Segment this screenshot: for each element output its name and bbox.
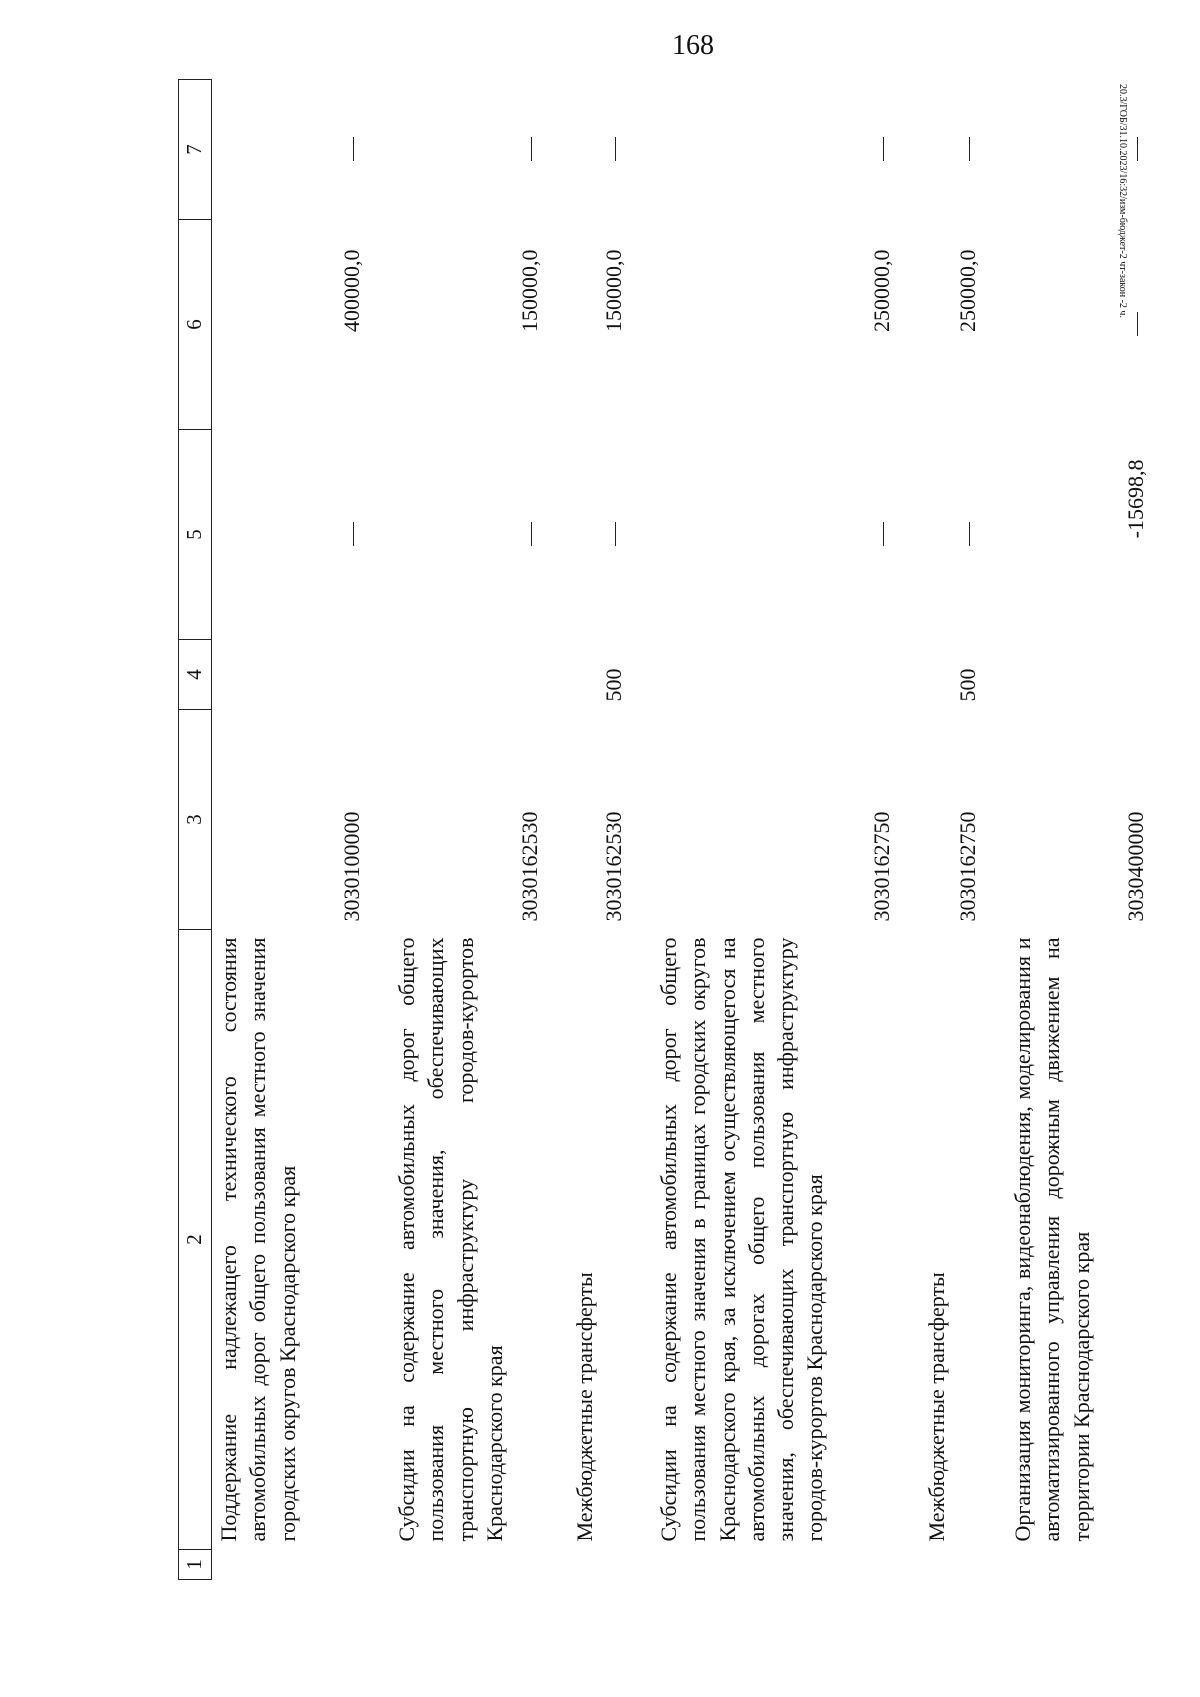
row-description: Межбюджетные трансферты <box>924 1272 949 1542</box>
dash-mark <box>353 523 355 547</box>
row-type: 500 <box>954 668 980 702</box>
row-type <box>212 640 391 710</box>
dash-mark <box>615 523 617 547</box>
dash-mark <box>531 138 533 162</box>
row-col7 <box>212 80 391 220</box>
row-type <box>390 640 568 710</box>
column-header-6: 6 <box>179 220 212 430</box>
row-col7 <box>390 80 568 220</box>
row-col5 <box>568 430 652 640</box>
row-col6: 250000,0 <box>954 249 980 332</box>
column-header-3: 3 <box>179 710 212 930</box>
row-description: Субсидии на содержание автомобильных дорог общего пользования местного значения, обеспечивающих транспортную инфраструктуру городов-курортов Краснодарского края <box>394 937 507 1542</box>
column-header-5: 5 <box>179 430 212 640</box>
row-col7 <box>652 80 920 220</box>
dash-mark <box>883 523 885 547</box>
row-code: 3030162530 <box>600 811 626 922</box>
table-row <box>568 80 652 1580</box>
row-type <box>652 640 920 710</box>
row-code: 3030400000 <box>1122 811 1148 922</box>
row-number <box>390 1550 568 1580</box>
dash-mark <box>969 523 971 547</box>
row-number <box>652 1550 920 1580</box>
row-col7 <box>920 80 1006 220</box>
dash-mark <box>531 523 533 547</box>
column-header-4: 4 <box>179 640 212 710</box>
row-col6: 150000,0 <box>516 249 542 332</box>
budget-table <box>178 79 1174 1580</box>
row-number <box>212 1550 391 1580</box>
row-col7 <box>1006 80 1174 220</box>
row-col5 <box>920 430 1006 640</box>
row-code: 3030162750 <box>868 811 894 922</box>
dash-mark <box>969 138 971 162</box>
footer-code-text: 20.3/ГОБ/31.10.2023/16:32/изм-бюджет-2 чт-закон -2 ч. <box>1117 84 1128 318</box>
row-type <box>1006 640 1174 710</box>
table-header <box>179 80 212 1580</box>
row-number <box>1006 1550 1174 1580</box>
table-row <box>652 80 920 1580</box>
row-col5 <box>652 430 920 640</box>
dash-mark <box>615 138 617 162</box>
row-col6: 400000,0 <box>338 249 364 332</box>
table-row <box>920 80 1006 1580</box>
dash-mark <box>353 138 355 162</box>
row-number <box>920 1550 1006 1580</box>
row-code: 3030100000 <box>338 811 364 922</box>
table-row <box>212 80 391 1580</box>
row-col6: 250000,0 <box>868 249 894 332</box>
row-code: 3030162750 <box>954 811 980 922</box>
row-type: 500 <box>600 668 626 702</box>
row-description: Организация мониторинга, видеонаблюдения, моделирования и автоматизированного управления дорожным движением на территории Краснодарского края <box>1010 937 1094 1542</box>
row-col5: -15698,8 <box>1122 459 1148 539</box>
table-row <box>390 80 568 1580</box>
column-header-2: 2 <box>179 930 212 1550</box>
column-header-7: 7 <box>179 80 212 220</box>
row-description: Субсидии на содержание автомобильных дорог общего пользования местного значения в границах городских округов Краснодарского края, за исключением осуществляющегося на автомобильных дорогах общего пользования местного значения, обеспечивающих транспортную инфраструктуру городов-курортов Краснодарского края <box>656 937 828 1542</box>
dash-mark <box>1137 138 1139 162</box>
row-description: Межбюджетные трансферты <box>572 1272 597 1542</box>
row-col6: 150000,0 <box>600 249 626 332</box>
row-code: 3030162530 <box>516 811 542 922</box>
row-col7 <box>568 80 652 220</box>
row-col5 <box>390 430 568 640</box>
column-header-1: 1 <box>179 1550 212 1580</box>
page-number: 168 <box>672 30 714 61</box>
row-number <box>568 1550 652 1580</box>
dash-mark <box>1137 313 1139 337</box>
dash-mark <box>883 138 885 162</box>
row-description: Поддержание надлежащего технического состояния автомобильных дорог общего пользования местного значения городских округов Краснодарского края <box>216 937 300 1542</box>
table-row <box>1006 80 1174 1580</box>
row-col5 <box>212 430 391 640</box>
row-col6 <box>1006 220 1174 430</box>
